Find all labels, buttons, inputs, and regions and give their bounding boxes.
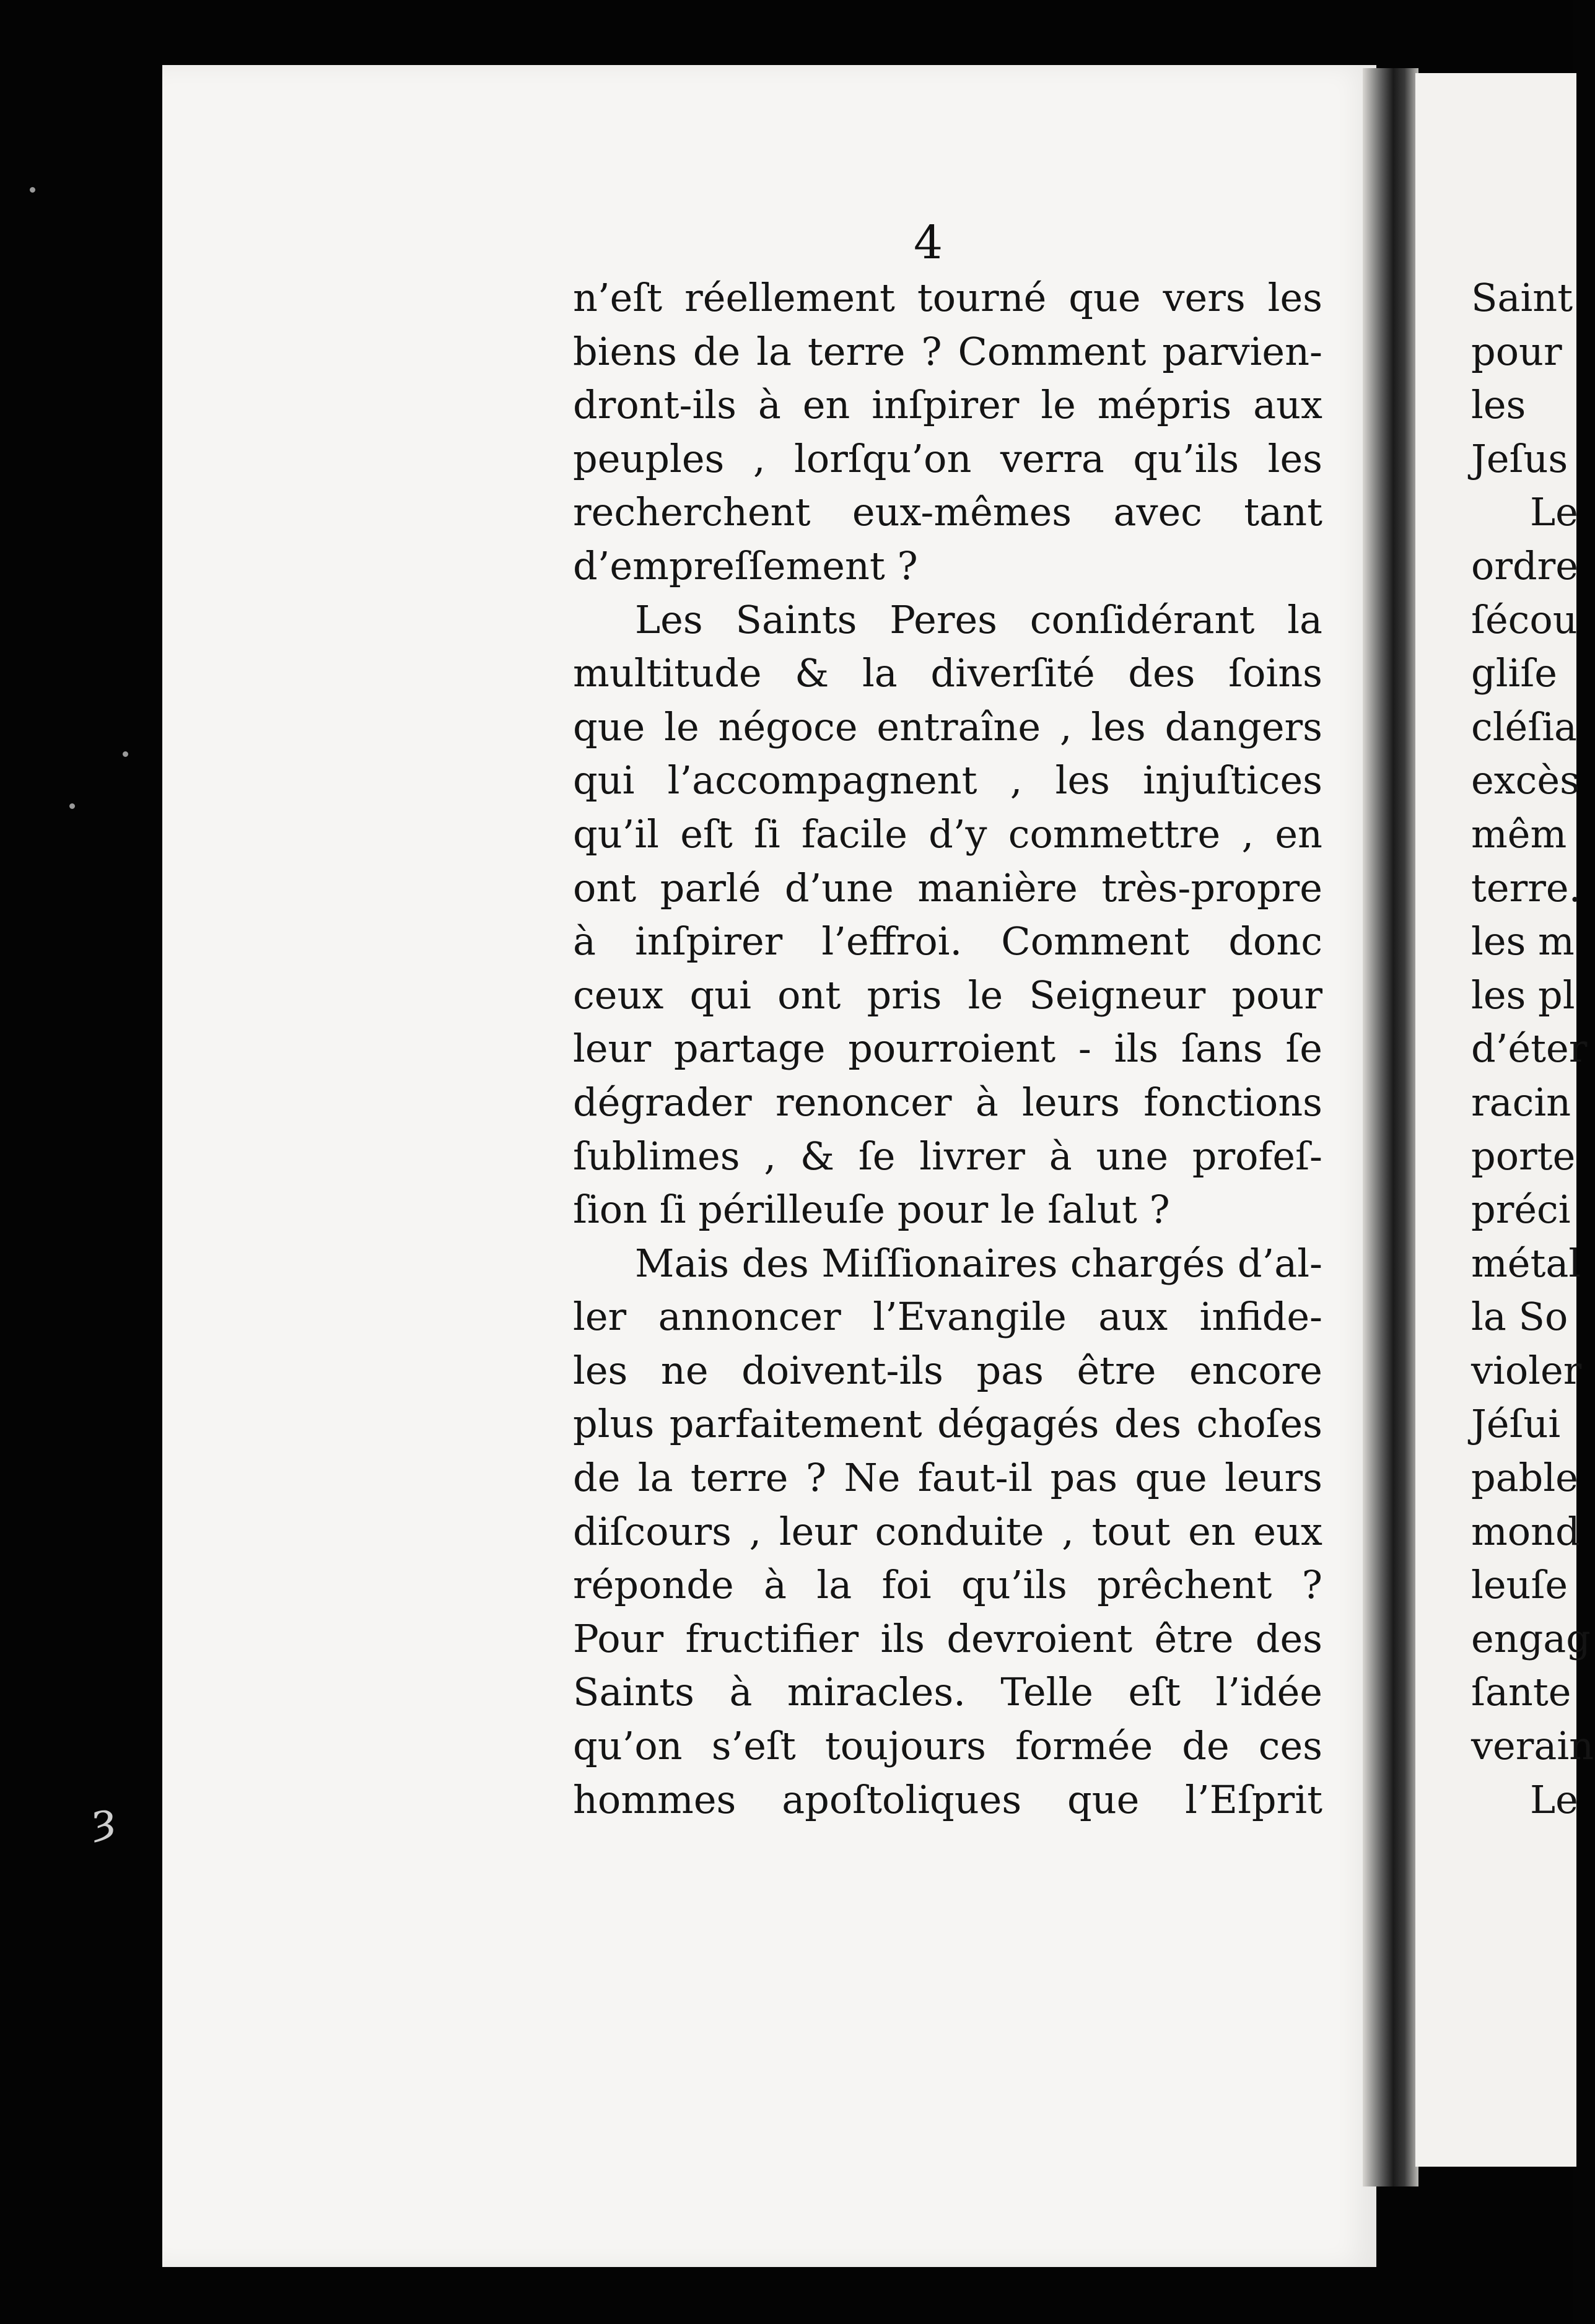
text-line: ler annoncer l’Evangile aux infide- xyxy=(573,1294,1322,1340)
text-line-fragment: cléſia xyxy=(1471,704,1577,749)
dust-speck xyxy=(69,803,75,809)
text-line-fragment: pable xyxy=(1471,1455,1578,1501)
text-line: dront-ils à en inſpirer le mépris aux xyxy=(573,382,1322,428)
text-line-fragment: racin xyxy=(1471,1079,1571,1125)
text-line: qu’il eſt ſi facile d’y commettre , en xyxy=(573,811,1322,857)
text-line: ceux qui ont pris le Seigneur pour xyxy=(573,972,1322,1018)
text-line: de la terre ? Ne faut-il pas que leurs xyxy=(573,1455,1322,1501)
text-line-fragment: ſante xyxy=(1471,1669,1571,1715)
text-line: Pour fructifier ils devroient être des xyxy=(573,1615,1322,1661)
text-line-fragment: les pl xyxy=(1471,972,1575,1018)
text-line: ſublimes , & ſe livrer à une profeſ- xyxy=(573,1133,1322,1179)
dust-speck xyxy=(123,751,128,757)
text-line-fragment: métal xyxy=(1471,1240,1581,1286)
text-line-fragment: Saint xyxy=(1471,275,1573,320)
text-line: diſcours , leur conduite , tout en eux xyxy=(573,1508,1322,1554)
text-line-fragment: verain xyxy=(1471,1723,1594,1769)
text-line-fragment: ſécou xyxy=(1471,596,1578,642)
text-line-fragment: la So xyxy=(1471,1294,1568,1340)
text-line: peuples , lorſqu’on verra qu’ils les xyxy=(573,435,1322,481)
text-line-fragment: mêm xyxy=(1471,811,1567,857)
margin-mark: ȝ xyxy=(93,1793,116,1844)
text-line: dégrader renoncer à leurs fonctions xyxy=(573,1079,1322,1125)
text-line-fragment: gliſe xyxy=(1471,650,1557,696)
text-line-fragment: préci xyxy=(1471,1187,1571,1233)
text-line-fragment: Jeſus xyxy=(1471,435,1568,481)
page-number: 4 xyxy=(914,216,943,269)
text-line: qu’on s’eſt toujours formée de ces xyxy=(573,1723,1322,1769)
text-line-fragment: mond xyxy=(1471,1508,1580,1554)
dust-speck xyxy=(30,187,35,193)
text-line: hommes apoſtoliques que l’Eſprit xyxy=(573,1776,1322,1822)
text-line: à inſpirer l’effroi. Comment donc xyxy=(573,919,1322,964)
text-line: Mais des Miſſionaires chargés d’al- xyxy=(635,1240,1322,1286)
text-line: les ne doivent-ils pas être encore xyxy=(573,1347,1322,1393)
text-line-fragment: Le xyxy=(1530,489,1578,535)
text-line-fragment: porte xyxy=(1471,1133,1576,1179)
text-line: ſion ſi périlleuſe pour le ſalut ? xyxy=(573,1187,1170,1233)
text-line-fragment: Jéſui xyxy=(1471,1401,1561,1447)
text-line: n’eſt réellement tourné que vers les xyxy=(573,275,1322,320)
text-line-fragment: terre. xyxy=(1471,865,1581,911)
text-line-fragment: les m xyxy=(1471,919,1575,964)
text-line: ont parlé d’une manière très-propre xyxy=(573,865,1322,911)
text-line-fragment: ordre xyxy=(1471,543,1578,588)
page-gutter xyxy=(1363,68,1418,2186)
text-line: Saints à miracles. Telle eſt l’idée xyxy=(573,1669,1322,1715)
text-line-fragment: Le xyxy=(1530,1776,1578,1822)
text-line: réponde à la foi qu’ils prêchent ? xyxy=(573,1562,1322,1608)
text-line: recherchent eux-mêmes avec tant xyxy=(573,489,1322,535)
text-line-fragment: excès xyxy=(1471,758,1580,803)
text-line-fragment: pour xyxy=(1471,328,1562,374)
text-line-fragment: les xyxy=(1471,382,1526,428)
text-line: multitude & la diverſité des ſoins xyxy=(573,650,1322,696)
text-line: plus parfaitement dégagés des choſes xyxy=(573,1401,1322,1447)
text-line-fragment: leuſe xyxy=(1471,1562,1568,1608)
text-line: qui l’accompagnent , les injuſtices xyxy=(573,758,1322,803)
text-line: que le négoce entraîne , les dangers xyxy=(573,704,1322,749)
text-line-fragment: violer xyxy=(1471,1347,1582,1393)
text-line: d’empreſſement ? xyxy=(573,543,918,588)
left-page-text xyxy=(573,271,1322,1827)
right-page-text-fragments xyxy=(1471,271,1595,1827)
text-line: leur partage pourroient - ils ſans ſe xyxy=(573,1026,1322,1072)
text-line-fragment: engag xyxy=(1471,1615,1591,1661)
text-line: biens de la terre ? Comment parvien- xyxy=(573,328,1322,374)
text-line-fragment: d’éter xyxy=(1471,1026,1588,1072)
text-line: Les Saints Peres conſidérant la xyxy=(635,596,1322,642)
